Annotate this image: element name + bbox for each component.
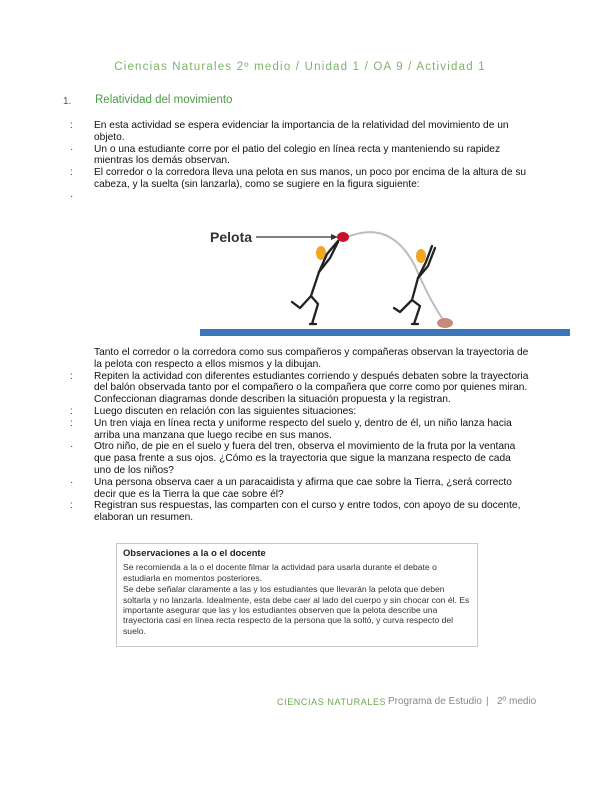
bullet: · [70, 476, 74, 488]
footer-subject: CIENCIAS NATURALES [277, 697, 387, 707]
bullet: : [70, 405, 73, 417]
list-item [70, 406, 530, 418]
runner-2 [394, 246, 435, 324]
footer-level: 2º medio [497, 696, 537, 707]
bullet: : [70, 167, 73, 179]
list-item [70, 120, 530, 144]
teacher-notes-title: Observaciones a la o el docente [123, 547, 266, 558]
bullet: : [70, 417, 73, 429]
list-item [70, 347, 530, 371]
list-item-text: Un tren viaja en línea recta y uniforme respecto del suelo y, dentro de él, un niño lanza hacia arriba una manzana que luego recibe en sus manos. [94, 417, 512, 441]
bullet: · [70, 190, 74, 202]
pelota-arrowhead [331, 234, 338, 240]
section-number: 1. [63, 96, 72, 107]
list-item-text: Una persona observa caer a un paracaidista y afirma que cae sobre la Tierra, ¿será correcto decir que es la Tierra la que cae sobre él? [94, 476, 512, 500]
list-item [70, 500, 530, 524]
pelota-label: Pelota [210, 229, 253, 245]
list-item-text: El corredor o la corredora lleva una pelota en sus manos, un poco por encima de la altura de su cabeza, y la suelta (sin lanzarla), como se sugiere en la figura siguiente: [94, 167, 527, 190]
bullet: : [70, 500, 73, 512]
runner-1 [292, 241, 338, 324]
footer-program: Programa de Estudio [388, 696, 482, 707]
bullet: · [70, 441, 74, 453]
list-item-text: Luego discuten en relación con las siguientes situaciones: [94, 405, 357, 417]
page-header: Ciencias Naturales 2º medio / Unidad 1 / OA 9 / Actividad 1 [114, 61, 486, 73]
bullet: : [70, 370, 73, 382]
activity-list-intro [70, 120, 530, 202]
figure-illustration [200, 196, 570, 341]
list-item [70, 441, 530, 476]
runner-ball-figure [200, 196, 570, 341]
teacher-notes-paragraph: Se recomienda a la o el docente filmar la actividad para usarla durante el debate o estudiarla en momentos posteriores. [123, 562, 437, 583]
list-item-text: Registran sus respuestas, las comparten con el curso y entre todos, con apoyo de su docente, elaboran un resumen. [94, 500, 521, 524]
list-item [70, 167, 530, 191]
bullet: · [70, 143, 74, 155]
teacher-notes-paragraph: Se debe señalar claramente a las y los estudiantes que llevarán la pelota que deben soltarla y no lanzarla. Idealmente, esta debe caer al lado del cuerpo y sin chocar con él. Es importante asegurar que las y los estudiantes observen que la pelota describe una trayectoria casi en línea recta respecto de la persona que la soltó, y curva respecto del suelo. [123, 584, 470, 636]
activity-list-discussion [70, 347, 530, 524]
teacher-notes-box [116, 543, 478, 647]
list-item [70, 371, 530, 406]
list-item-text: Tanto el corredor o la corredora como sus compañeros y compañeras observan la trayectoria de la pelota con respecto a ellos mismos y la dibujan. [94, 347, 529, 370]
list-item-text: Un o una estudiante corre por el patio del colegio en línea recta y manteniendo su rapidez mientras los demás observan. [94, 143, 501, 167]
footer-separator: | [486, 696, 489, 707]
ground-bar [200, 329, 570, 336]
list-item [70, 144, 530, 168]
list-item [70, 477, 530, 501]
list-item-text: En esta actividad se espera evidenciar la importancia de la relatividad del movimiento de un objeto. [94, 120, 509, 143]
page-footer [0, 697, 600, 713]
list-item-text: Otro niño, de pie en el suelo y fuera del tren, observa el movimiento de la fruta por la ventana que pasa frente a sus ojos. ¿Cómo es la trayectoria que sigue la manzana respecto de cada uno de los niños? [94, 441, 516, 476]
section-title: Relatividad del movimiento [95, 94, 233, 106]
list-item [70, 418, 530, 442]
fallen-ball [437, 318, 453, 328]
list-item-text: Repiten la actividad con diferentes estudiantes corriendo y después debaten sobre la trayectoria del balón observada tanto por el compañero o la compañera que corre como por quienes miran. Confeccionan diagramas donde describen la situación propuesta y la registran. [94, 370, 529, 406]
bullet: : [70, 120, 73, 131]
runner-2-head [416, 249, 426, 263]
